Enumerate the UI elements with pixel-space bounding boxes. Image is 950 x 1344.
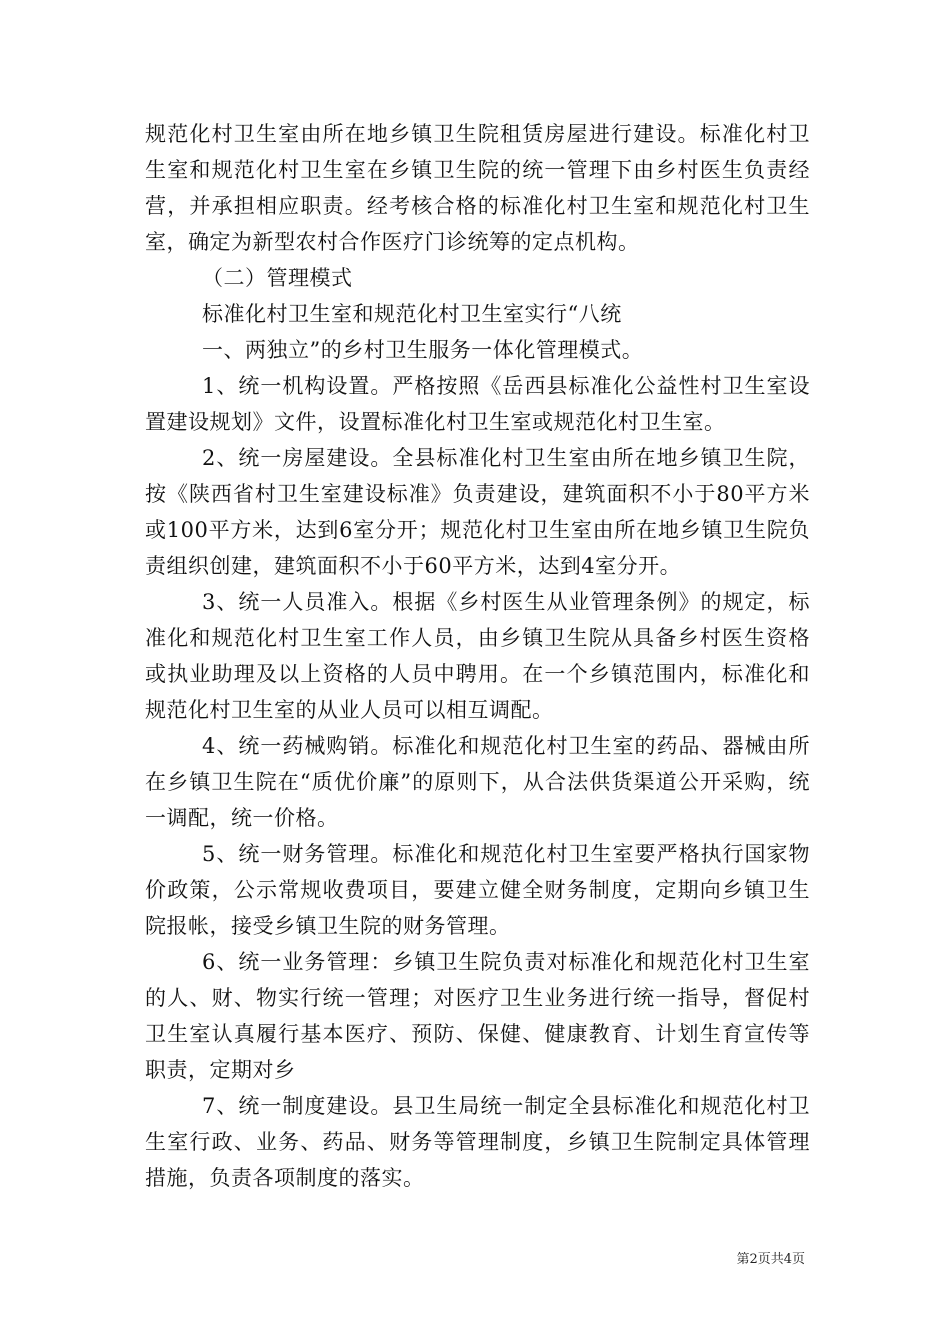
paragraph-item-5: 5、统一财务管理。标准化和规范化村卫生室要严格执行国家物价政策，公示常规收费项目，要建立健全财务制度，定期向乡镇卫生院报帐，接受乡镇卫生院的财务管理。 <box>145 842 810 938</box>
section-heading: （二）管理模式 <box>202 266 353 290</box>
paragraph-item-2: 2、统一房屋建设。全县标准化村卫生室由所在地乡镇卫生院，按《陕西省村卫生室建设标准》负责建设，建筑面积不小于80平方米或100平方米，达到6室分开；规范化村卫生室由所在地乡镇卫生院负责组织创建，建筑面积不小于60平方米，达到4室分开。 <box>145 446 810 578</box>
document-body <box>145 116 810 1196</box>
paragraph-intro: 标准化村卫生室和规范化村卫生室实行“八统 <box>202 302 622 326</box>
paragraph-intro-cont: 一、两独立”的乡村卫生服务一体化管理模式。 <box>202 338 644 362</box>
paragraph-item-7: 7、统一制度建设。县卫生局统一制定全县标准化和规范化村卫生室行政、业务、药品、财务等管理制度，乡镇卫生院制定具体管理措施，负责各项制度的落实。 <box>145 1094 810 1190</box>
paragraph-item-6: 6、统一业务管理：乡镇卫生院负责对标准化和规范化村卫生室的人、财、物实行统一管理；对医疗卫生业务进行统一指导，督促村卫生室认真履行基本医疗、预防、保健、健康教育、计划生育宣传等职责，定期对乡 <box>145 950 810 1082</box>
paragraph-item-3: 3、统一人员准入。根据《乡村医生从业管理条例》的规定，标准化和规范化村卫生室工作人员，由乡镇卫生院从具备乡村医生资格或执业助理及以上资格的人员中聘用。在一个乡镇范围内，标准化和规范化村卫生室的从业人员可以相互调配。 <box>145 590 810 722</box>
paragraph-item-1: 1、统一机构设置。严格按照《岳西县标准化公益性村卫生室设置建设规划》文件，设置标准化村卫生室或规范化村卫生室。 <box>145 374 810 434</box>
page-number: 第2页共4页 <box>736 1252 805 1267</box>
paragraph-continuation: 规范化村卫生室由所在地乡镇卫生院租赁房屋进行建设。标准化村卫生室和规范化村卫生室在乡镇卫生院的统一管理下由乡村医生负责经营，并承担相应职责。经考核合格的标准化村卫生室和规范化村卫生室，确定为新型农村合作医疗门诊统筹的定点机构。 <box>145 122 810 254</box>
paragraph-item-4: 4、统一药械购销。标准化和规范化村卫生室的药品、器械由所在乡镇卫生院在“质优价廉”的原则下，从合法供货渠道公开采购，统一调配，统一价格。 <box>145 734 810 830</box>
